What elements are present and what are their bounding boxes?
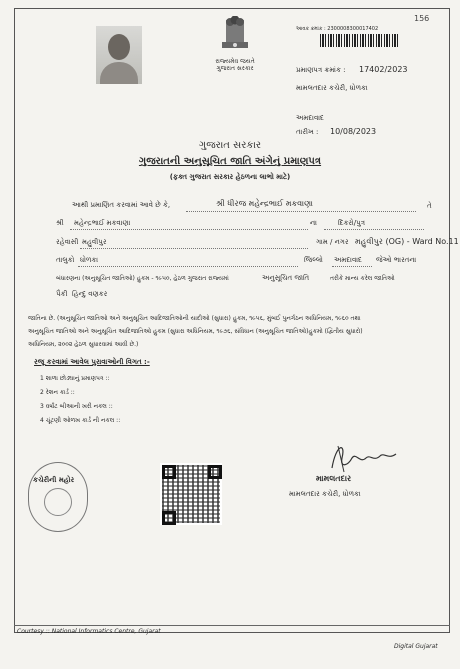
paragraph-line-2: અનુસૂચિત જાતિઓ અને અનુસૂચિત આદિજાતિઓ હુકમ (સુધારા અધિનિયમ, ૧૯૭૬, સંવિધાન (અનુસૂચિત જાતિઓ)હુકમો (દ્વિતીય સુધારો) — [28, 328, 363, 335]
emblem-motto: રાજ્યમેવ જયતે — [215, 58, 255, 65]
office-header: મામલતદાર કચેરી, ધોળકા — [296, 84, 368, 92]
resident-value: મહુવીપુર — [82, 238, 107, 246]
photo-head — [108, 34, 130, 60]
shri-label: શ્રી — [56, 219, 64, 227]
district-value: અમદાવાદ — [334, 256, 362, 264]
na-text: ના — [310, 219, 317, 227]
resident-label: રહેવાસી — [56, 238, 79, 246]
recognized-text: તરીકે માન્ય કરેલ જાતિઓ — [330, 275, 395, 282]
documents-heading: રજૂ કરવામાં આવેલ પુરાવાઓની વિગત :- — [34, 358, 150, 366]
village-value: મહુવીપુર (OG) - Ward No.11 — [355, 237, 459, 246]
te-text: તે — [427, 202, 432, 210]
holder-name: શ્રી ધીરજ મહેન્દ્રભાઈ મકવાણા — [216, 199, 314, 208]
photo-body — [100, 62, 138, 84]
signature — [324, 438, 404, 478]
relation-line — [324, 229, 424, 230]
certificate-no-label: પ્રમાણપત્ર ક્રમાંક : — [296, 66, 346, 74]
paragraph-line-3: અધિનિયમ, ૨૦૦૨ હેઠળ સુધારવામાં આવી છે.) — [28, 341, 139, 348]
constitution-line: બંધારણના (અનુસૂચિત જાતિઓ) હુકમ - ૧૯૫૦, હેઠળ ગુજરાત રાજ્યમાં — [56, 275, 229, 282]
page-number: 156 — [414, 14, 430, 23]
taluka-line — [78, 266, 298, 267]
paragraph-line-1: જાતિના છે. (અનુસૂચિત જાતિઓ અને અનુસૂચિત આદિજાતિઓની યાદીઓ (સુધારા) હુકમ, ૧૯૫૬, મુંબઈ પુનર્ગઠન અધિનિયમ, ૧૯૬૦ તથા — [28, 315, 361, 322]
footer-rule — [14, 625, 450, 626]
certificate-no: 17402/2023 — [359, 65, 408, 74]
qr-code — [160, 463, 222, 525]
signer-office: મામલતદાર કચેરી, ધોળકા — [289, 490, 361, 498]
emblem-govt: ગુજરાત સરકાર — [216, 65, 254, 72]
courtesy-text: Courtesy :: National Informatics Centre, Gujarat — [17, 628, 161, 635]
bharat-text: જેઓ ભારતના — [376, 256, 417, 264]
taluka-label: તાલુકો — [56, 256, 75, 264]
document-item: 1 શાળા છોડ્યાનું પ્રમાણપત્ર :: — [40, 375, 110, 382]
certify-line: આથી પ્રમાણિત કરવામાં આવે છે કે, — [72, 201, 171, 209]
seal-label: કચેરીની મહોર — [33, 476, 75, 484]
date-value: 10/08/2023 — [330, 127, 377, 136]
digital-gujarat-text: Digital Gujarat — [394, 643, 438, 650]
barcode — [320, 34, 400, 47]
document-item: 2 રેશન કાર્ડ :: — [40, 389, 75, 396]
certificate-subheading: (ફક્ત ગુજરાત સરકાર હેઠળના લાભો માટે) — [169, 173, 291, 181]
district-label: જિલ્લો — [304, 256, 323, 264]
father-name: મહેન્દ્રભાઈ મકવાણા — [74, 219, 131, 227]
district-line — [332, 266, 372, 267]
signer-title: મામલતદાર — [316, 474, 352, 483]
caste-name: હિન્દુ વણકર — [72, 290, 108, 298]
name-line — [186, 211, 416, 212]
taluka-value: ધોળકા — [80, 256, 99, 264]
govt-title: ગુજરાત સરકાર — [198, 140, 262, 151]
applicant-photo — [96, 26, 142, 84]
village-label: ગામ / નગર — [316, 238, 349, 246]
caste-prefix: પૈકી — [56, 290, 68, 298]
state-emblem-icon — [212, 16, 258, 58]
document-item: 4 ચૂંટણી ઓળખ કાર્ડ ની નકલ :: — [40, 417, 121, 424]
resident-line — [80, 248, 308, 249]
document-item: 3 વર્ષાંટ બીઆની ખરી નકલ :: — [40, 403, 113, 410]
certificate-heading: ગુજરાતની અનુસૂચિત જાતિ અંગેનું પ્રમાણપત્ર — [138, 156, 322, 167]
relation: દિકરો/પુત્ર — [338, 219, 366, 227]
father-line — [70, 229, 308, 230]
caste-type: અનુસૂચિત જાતિ — [262, 274, 310, 282]
place: અમદાવાદ — [296, 114, 324, 122]
barcode-number: આવક ક્રમાંક : 2300008300017402 — [296, 26, 379, 32]
date-label: તારીખ : — [296, 128, 319, 136]
seal-emblem-icon — [44, 488, 72, 516]
